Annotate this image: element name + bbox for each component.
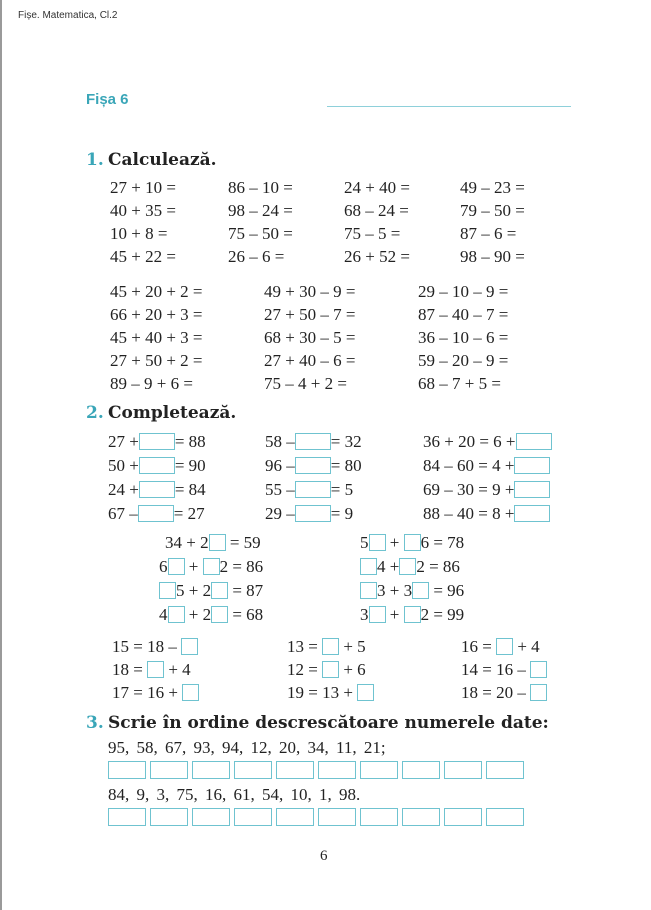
eq-row: 88 – 40 = 8 + — [423, 504, 550, 524]
worksheet-title: Fișa 6 — [86, 91, 129, 108]
calc-item: 98 – 24 = — [228, 201, 293, 220]
digit-box[interactable] — [404, 606, 421, 623]
calc-item: 59 – 20 – 9 = — [418, 351, 509, 370]
eq-row: 16 = + 4 — [461, 637, 540, 656]
eq-row: 14 = 16 – — [461, 660, 547, 680]
ex3-number: 3. — [86, 713, 104, 733]
digit-box[interactable] — [181, 638, 198, 655]
eq-row: 17 = 16 + — [112, 683, 199, 703]
calc-item: 40 + 35 = — [110, 201, 176, 220]
ex2-title: Completează. — [108, 403, 237, 423]
answer-box[interactable] — [276, 761, 314, 779]
eq-row: 12 = + 6 — [287, 660, 366, 679]
answer-box[interactable] — [514, 505, 550, 522]
eq-row: 24 + = 84 — [108, 480, 206, 499]
eq-row: 19 = 13 + — [287, 683, 374, 703]
answer-box[interactable] — [402, 808, 440, 826]
answer-box[interactable] — [192, 808, 230, 826]
calc-item: 79 – 50 = — [460, 201, 525, 220]
digit-box[interactable] — [147, 661, 164, 678]
calc-item: 68 – 7 + 5 = — [418, 374, 501, 393]
answer-box[interactable] — [108, 761, 146, 779]
calc-item: 26 + 52 = — [344, 247, 410, 266]
eq-row: 29 – = 9 — [265, 504, 354, 523]
calc-item: 10 + 8 = — [110, 224, 168, 243]
digit-box[interactable] — [182, 684, 199, 701]
calc-item: 36 – 10 – 6 = — [418, 328, 509, 347]
eq-row: 4 + 2 = 68 — [159, 605, 264, 624]
digit-box[interactable] — [412, 582, 429, 599]
digit-box[interactable] — [322, 638, 339, 655]
answer-box[interactable] — [360, 808, 398, 826]
calc-item: 68 + 30 – 5 = — [264, 328, 356, 347]
digit-box[interactable] — [399, 558, 416, 575]
calc-item: 98 – 90 = — [460, 247, 525, 266]
calc-item: 87 – 40 – 7 = — [418, 305, 509, 324]
ex2-number: 2. — [86, 403, 104, 423]
answer-box[interactable] — [108, 808, 146, 826]
eq-row: 18 = 20 – — [461, 683, 547, 703]
answer-box[interactable] — [234, 761, 272, 779]
answer-box[interactable] — [402, 761, 440, 779]
answer-box[interactable] — [514, 457, 550, 474]
digit-box[interactable] — [203, 558, 220, 575]
calc-item: 45 + 22 = — [110, 247, 176, 266]
calc-item: 75 – 50 = — [228, 224, 293, 243]
calc-item: 27 + 10 = — [110, 178, 176, 197]
answer-box[interactable] — [444, 808, 482, 826]
calc-item: 29 – 10 – 9 = — [418, 282, 509, 301]
eq-row: 13 = + 5 — [287, 637, 366, 656]
ex1-title: Calculează. — [108, 150, 217, 170]
eq-row: 67 – = 27 — [108, 504, 205, 523]
calc-item: 45 + 40 + 3 = — [110, 328, 203, 347]
answer-box[interactable] — [276, 808, 314, 826]
eq-row: 6 + 2 = 86 — [159, 557, 264, 576]
name-line — [327, 106, 571, 107]
digit-box[interactable] — [530, 684, 547, 701]
number-list-1: 95, 58, 67, 93, 94, 12, 20, 34, 11, 21; — [108, 738, 386, 757]
calc-item: 45 + 20 + 2 = — [110, 282, 203, 301]
answer-box[interactable] — [192, 761, 230, 779]
digit-box[interactable] — [530, 661, 547, 678]
answer-box[interactable] — [514, 481, 550, 498]
eq-row: 3 + 3 = 96 — [360, 581, 464, 601]
digit-box[interactable] — [159, 582, 176, 599]
digit-box[interactable] — [168, 606, 185, 623]
eq-row: 4 + 2 = 86 — [360, 557, 460, 577]
eq-row: 15 = 18 – — [112, 637, 198, 657]
digit-box[interactable] — [496, 638, 513, 655]
eq-row: 34 + 2 = 59 — [165, 533, 261, 552]
calc-item: 24 + 40 = — [344, 178, 410, 197]
calc-item: 27 + 50 – 7 = — [264, 305, 356, 324]
eq-row: 36 + 20 = 6 + — [423, 432, 552, 452]
eq-row: 18 = + 4 — [112, 660, 191, 679]
digit-box[interactable] — [211, 582, 228, 599]
calc-item: 86 – 10 = — [228, 178, 293, 197]
calc-item: 27 + 50 + 2 = — [110, 351, 203, 370]
answer-box[interactable] — [150, 761, 188, 779]
page-edge — [0, 0, 2, 910]
ex1-number: 1. — [86, 150, 104, 170]
eq-row: 69 – 30 = 9 + — [423, 480, 550, 500]
number-list-2: 84, 9, 3, 75, 16, 61, 54, 10, 1, 98. — [108, 785, 361, 804]
eq-row: 5 + 2 = 87 — [159, 581, 263, 601]
answer-box[interactable] — [318, 761, 356, 779]
answer-box[interactable] — [139, 433, 175, 450]
digit-box[interactable] — [357, 684, 374, 701]
eq-row: 58 – = 32 — [265, 432, 362, 451]
digit-box[interactable] — [209, 534, 226, 551]
calc-item: 66 + 20 + 3 = — [110, 305, 203, 324]
digit-box[interactable] — [322, 661, 339, 678]
calc-item: 87 – 6 = — [460, 224, 517, 243]
answer-box[interactable] — [150, 808, 188, 826]
running-header: Fișe. Matematica, Cl.2 — [18, 10, 118, 21]
calc-item: 26 – 6 = — [228, 247, 285, 266]
answer-box[interactable] — [295, 433, 331, 450]
eq-row: 50 + = 90 — [108, 456, 206, 475]
digit-box[interactable] — [360, 582, 377, 599]
eq-row: 27 + = 88 — [108, 432, 206, 451]
digit-box[interactable] — [211, 606, 228, 623]
answer-box[interactable] — [360, 761, 398, 779]
answer-box[interactable] — [139, 481, 175, 498]
digit-box[interactable] — [360, 558, 377, 575]
calc-item: 68 – 24 = — [344, 201, 409, 220]
eq-row: 96 – = 80 — [265, 456, 362, 475]
calc-item: 49 – 23 = — [460, 178, 525, 197]
calc-item: 75 – 5 = — [344, 224, 401, 243]
eq-row: 5 + 6 = 78 — [360, 533, 465, 552]
calc-item: 27 + 40 – 6 = — [264, 351, 356, 370]
answer-box[interactable] — [444, 761, 482, 779]
eq-row: 55 – = 5 — [265, 480, 354, 499]
eq-row: 3 + 2 = 99 — [360, 605, 465, 624]
answer-box[interactable] — [295, 457, 331, 474]
answer-box[interactable] — [486, 808, 524, 826]
answer-box[interactable] — [138, 505, 174, 522]
calc-item: 89 – 9 + 6 = — [110, 374, 193, 393]
digit-box[interactable] — [168, 558, 185, 575]
eq-row: 84 – 60 = 4 + — [423, 456, 550, 476]
answer-box[interactable] — [516, 433, 552, 450]
ex3-title: Scrie în ordine descrescătoare numerele date: — [108, 713, 549, 733]
digit-box[interactable] — [404, 534, 421, 551]
answer-box[interactable] — [486, 761, 524, 779]
answer-box[interactable] — [139, 457, 175, 474]
answer-box[interactable] — [318, 808, 356, 826]
answer-box[interactable] — [295, 481, 331, 498]
calc-item: 75 – 4 + 2 = — [264, 374, 347, 393]
answer-box[interactable] — [295, 505, 331, 522]
page-number: 6 — [320, 848, 328, 864]
calc-item: 49 + 30 – 9 = — [264, 282, 356, 301]
digit-box[interactable] — [369, 534, 386, 551]
answer-box[interactable] — [234, 808, 272, 826]
digit-box[interactable] — [369, 606, 386, 623]
